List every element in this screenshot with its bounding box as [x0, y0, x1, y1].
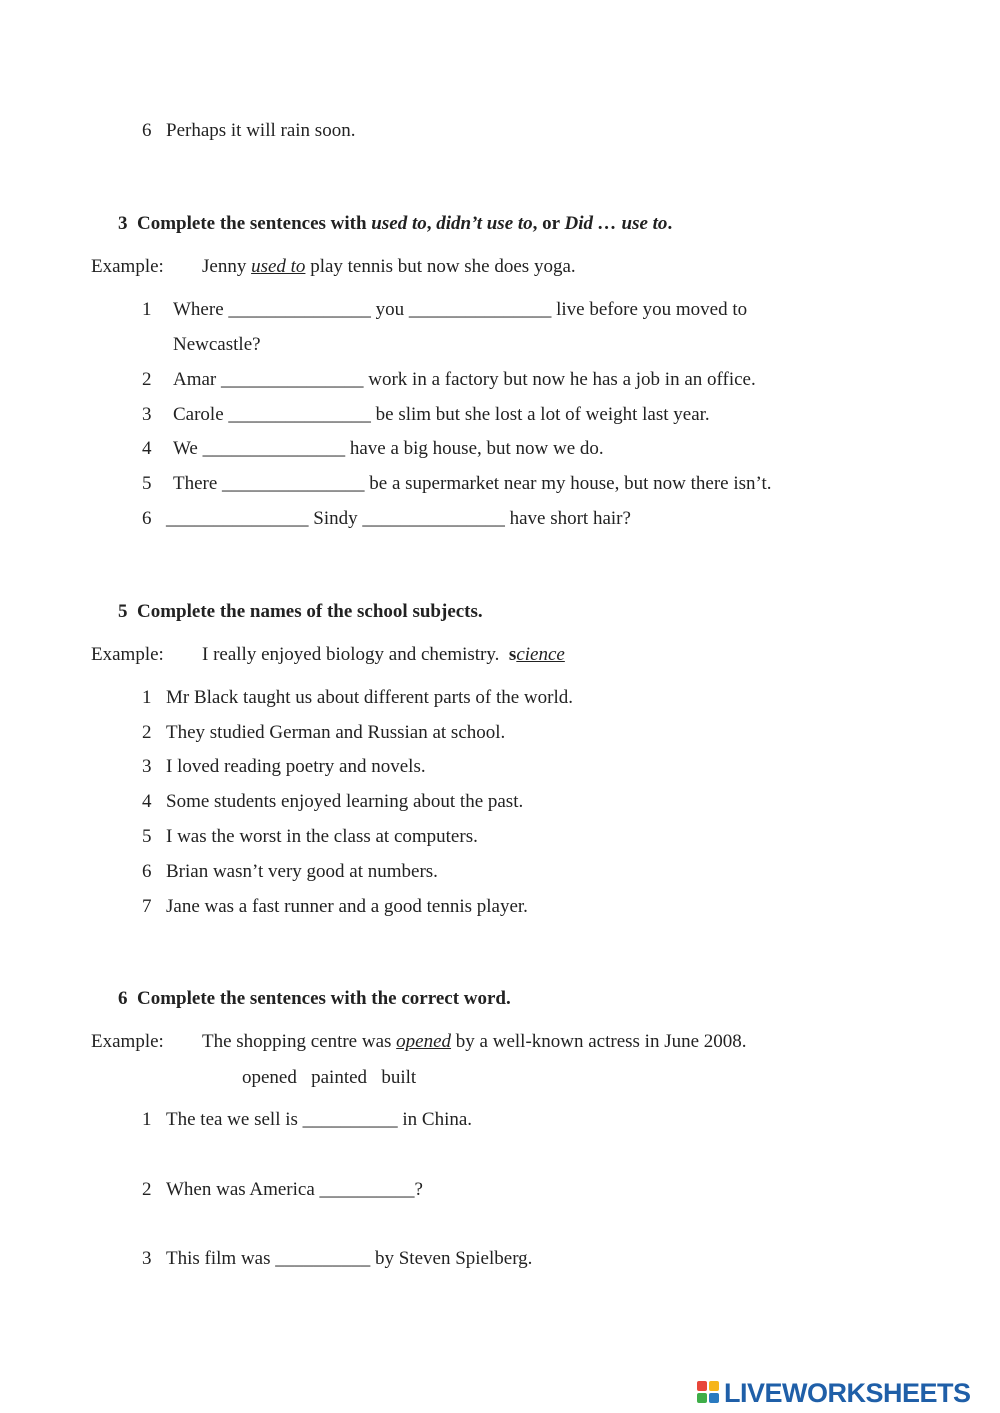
heading-sep: .	[667, 213, 673, 234]
item-text: Some students enjoyed learning about the past.	[166, 791, 524, 812]
item-text: Amar _______________ work in a factory but now he has a job in an office.	[173, 369, 756, 390]
heading-option-used-to: used to	[371, 213, 427, 234]
word-bank	[242, 1066, 416, 1090]
item-number: 1	[142, 299, 152, 320]
item-number: 7	[142, 896, 152, 917]
example-label: Example:	[91, 644, 164, 665]
item-text: Where _______________ you _______________ live before you moved to	[173, 299, 748, 320]
item-number: 6	[142, 861, 152, 882]
section-number: 6	[118, 988, 128, 1009]
example-sentence	[202, 255, 576, 279]
item-number: 2	[142, 369, 152, 390]
item-text: Mr Black taught us about different parts of the world.	[166, 687, 573, 708]
item-number: 6	[142, 508, 152, 529]
example-text: by a well-known actress in June 2008.	[451, 1031, 747, 1052]
item-number: 3	[142, 756, 152, 777]
section-5-heading	[118, 600, 483, 624]
heading-option-did-use-to: Did … use to	[564, 213, 668, 234]
section-number: 5	[118, 601, 128, 622]
example-text: play tennis but now she does yoga.	[305, 256, 576, 277]
item-text: I was the worst in the class at computers.	[166, 826, 478, 847]
item-text: Carole _______________ be slim but she lost a lot of weight last year.	[173, 404, 710, 425]
example-answer: cience	[516, 644, 565, 665]
word-bank-word: opened	[242, 1067, 297, 1088]
item-text: Jane was a fast runner and a good tennis player.	[166, 896, 528, 917]
example-sentence	[202, 1030, 747, 1054]
item-text: The tea we sell is __________ in China.	[166, 1109, 473, 1130]
heading-text: Complete the sentences with the correct word.	[137, 988, 511, 1009]
example-answer: used to	[251, 256, 306, 277]
section-number: 3	[118, 213, 128, 234]
heading-option-didnt-use-to: didn’t use to	[436, 213, 533, 234]
item-number: 3	[142, 404, 152, 425]
item-text: _______________ Sindy _______________ have short hair?	[166, 508, 631, 529]
item-text: They studied German and Russian at school.	[166, 722, 506, 743]
example-label: Example:	[91, 256, 164, 277]
example-label: Example:	[91, 1031, 164, 1052]
example-first-letter: s	[508, 644, 517, 665]
item-number: 2	[142, 722, 152, 743]
item-number: 4	[142, 791, 152, 812]
example-text: The shopping centre was	[202, 1031, 397, 1052]
item-text: Perhaps it will rain soon.	[166, 120, 356, 141]
item-number: 3	[142, 1248, 152, 1269]
item-number: 6	[142, 120, 152, 141]
item-text: There _______________ be a supermarket near my house, but now there isn’t.	[173, 473, 772, 494]
logo-text: LIVEWORKSHEETS	[724, 1377, 971, 1408]
item-text: I loved reading poetry and novels.	[166, 756, 426, 777]
word-bank-word: painted	[311, 1067, 368, 1088]
heading-text: Complete the sentences with	[137, 213, 372, 234]
example-text: I really enjoyed biology and chemistry.	[202, 644, 500, 665]
example-sentence	[202, 643, 565, 667]
section-3-heading	[118, 212, 672, 236]
heading-text: Complete the names of the school subjects.	[137, 601, 483, 622]
grid-logo-icon	[697, 1381, 721, 1405]
item-text: This film was __________ by Steven Spielberg.	[166, 1248, 533, 1269]
item-text: We _______________ have a big house, but now we do.	[173, 438, 604, 459]
item-number: 5	[142, 473, 152, 494]
example-text: Jenny	[202, 256, 252, 277]
heading-sep: ,	[426, 213, 437, 234]
item-number: 1	[142, 1109, 152, 1130]
item-number: 4	[142, 438, 152, 459]
item-text: When was America __________?	[166, 1179, 423, 1200]
item-number: 2	[142, 1179, 152, 1200]
item-text-continued: Newcastle?	[173, 334, 261, 355]
item-text: Brian wasn’t very good at numbers.	[166, 861, 438, 882]
item-number: 5	[142, 826, 152, 847]
heading-sep: , or	[532, 213, 565, 234]
word-bank-word: built	[381, 1067, 417, 1088]
liveworksheets-logo	[697, 1378, 971, 1408]
section-6-heading	[118, 987, 511, 1011]
item-number: 1	[142, 687, 152, 708]
example-answer: opened	[396, 1031, 452, 1052]
